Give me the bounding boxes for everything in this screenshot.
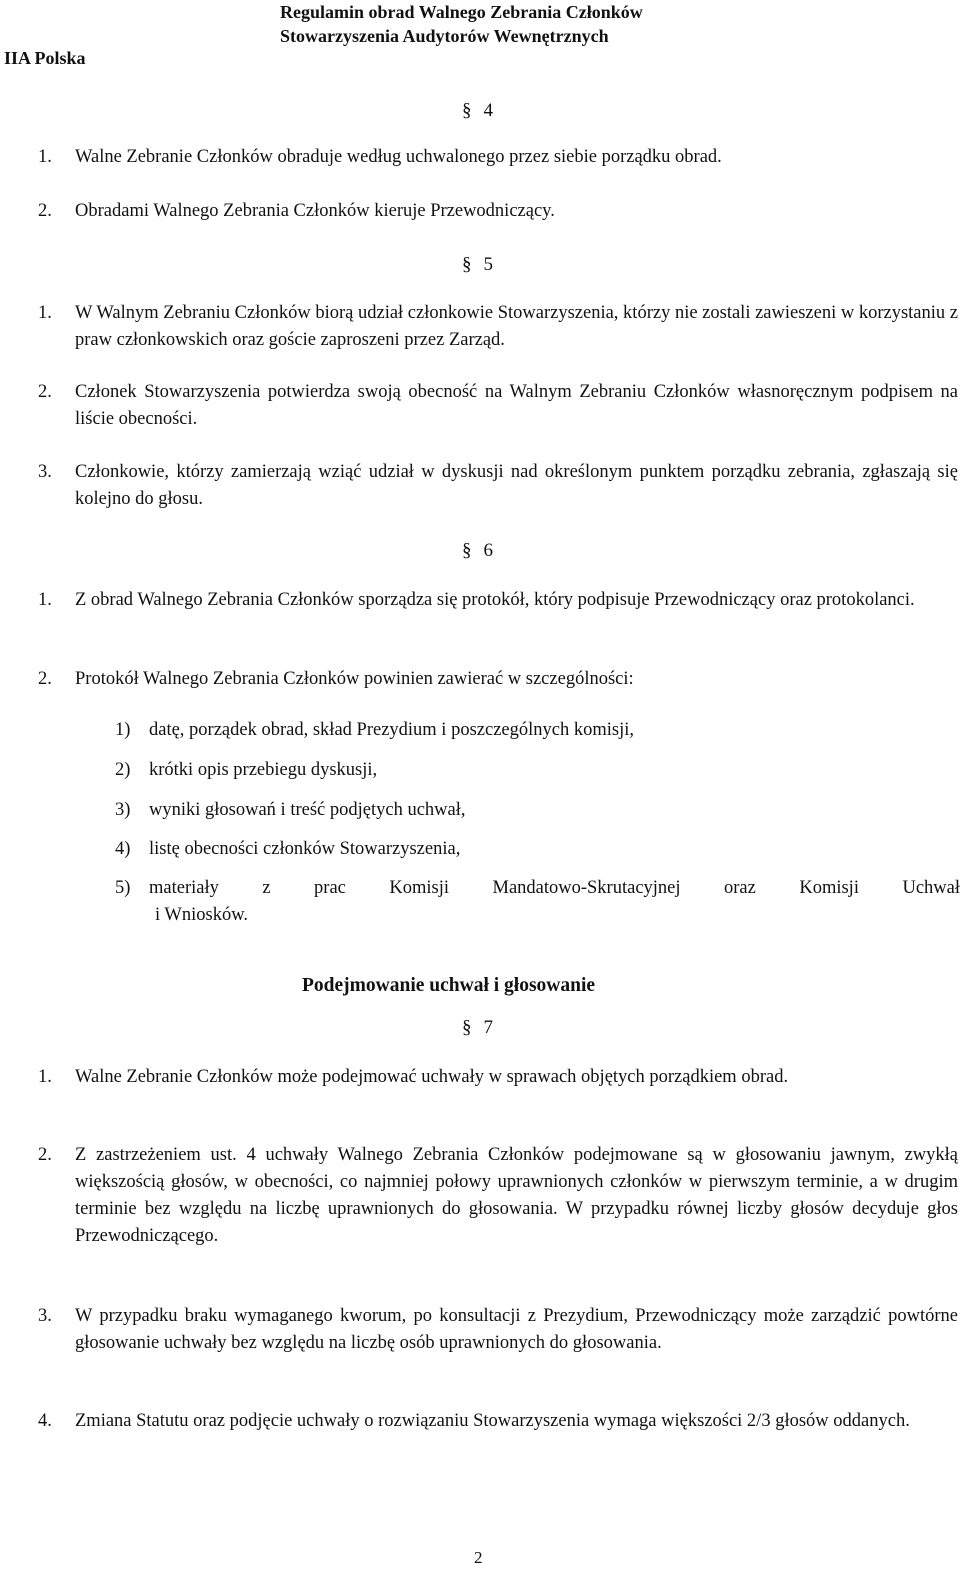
section-symbol: § (462, 254, 472, 275)
section-symbol: § (462, 540, 472, 561)
protocol-subitem-3 (115, 797, 960, 824)
item-number: 2. (38, 1145, 52, 1165)
item-text: W Walnym Zebraniu Członków biorą udział członkowie Stowarzyszenia, którzy nie zostali zawieszeni w korzystaniu z praw członkowskich oraz goście zaproszeni przez Zarząd. (75, 303, 958, 350)
item-text: Członek Stowarzyszenia potwierdza swoją obecność na Walnym Zebraniu Członków własnoręcznym podpisem na liście obecności. (75, 382, 958, 429)
item-number: 1. (38, 1067, 52, 1087)
item-text: W przypadku braku wymaganego kworum, po konsultacji z Prezydium, Przewodniczący może zarządzić powtórne głosowanie uchwały bez względu na liczbę osób uprawnionych do głosowania. (75, 1306, 958, 1353)
section-7-item-1 (38, 1064, 958, 1091)
item-text: Walne Zebranie Członków może podejmować uchwały w sprawach objętych porządkiem obrad. (75, 1067, 789, 1087)
item-number: 1. (38, 590, 52, 610)
subitem-number: 1) (115, 720, 131, 740)
item-text: Obradami Walnego Zebrania Członków kieruje Przewodniczący. (75, 201, 555, 221)
subitem-text: wyniki głosowań i treść podjętych uchwał, (149, 800, 466, 820)
item-number: 2. (38, 669, 52, 689)
section-5-heading (462, 251, 493, 278)
subitem-text-continuation: i Wniosków. (155, 905, 249, 925)
subitem-text: materiały z prac Komisji Mandatowo-Skrutacyjnej oraz Komisji Uchwał (149, 878, 960, 898)
item-number: 1. (38, 147, 52, 167)
section-number: 7 (483, 1017, 493, 1038)
section-heading: Podejmowanie uchwał i głosowanie (302, 975, 596, 996)
section-number: 6 (483, 540, 493, 561)
item-text: Członkowie, którzy zamierzają wziąć udział w dyskusji nad określonym punktem porządku zebrania, zgłaszają się kolejno do głosu. (75, 462, 958, 509)
section-4-item-1 (38, 144, 958, 171)
protocol-subitem-5 (115, 875, 960, 925)
item-text: Zmiana Statutu oraz podjęcie uchwały o rozwiązaniu Stowarzyszenia wymaga większości 2/3 głosów oddanych. (75, 1411, 910, 1431)
organization-name: IIA Polska (4, 48, 86, 68)
subitem-number: 5) (115, 878, 131, 898)
protocol-subitem-4 (115, 836, 960, 863)
section-symbol: § (462, 1017, 472, 1038)
section-5-item-1 (38, 300, 958, 354)
item-number: 2. (38, 382, 52, 402)
section-7-item-4 (38, 1408, 958, 1435)
document-title (280, 0, 700, 48)
item-text: Protokół Walnego Zebrania Członków powinien zawierać w szczególności: (75, 669, 634, 689)
subitem-text: krótki opis przebiegu dyskusji, (149, 760, 378, 780)
section-4-item-2 (38, 198, 958, 225)
item-number: 3. (38, 1306, 52, 1326)
section-5-item-3 (38, 459, 958, 513)
section-7-item-3 (38, 1303, 958, 1357)
item-text: Z zastrzeżeniem ust. 4 uchwały Walnego Zebrania Członków podejmowane są w głosowaniu jawnym, zwykłą większością głosów, w obecności, co najmniej połowy uprawnionych członków w pierwszym terminie, a w drugim terminie bez względu na liczbę uprawnionych do głosowania. W przypadku równej liczby głosów decyduje głos Przewodniczącego. (75, 1145, 958, 1246)
subitem-number: 4) (115, 839, 131, 859)
protocol-subitem-1 (115, 717, 960, 744)
item-number: 1. (38, 303, 52, 323)
item-number: 4. (38, 1411, 52, 1431)
section-7-item-2 (38, 1142, 958, 1250)
item-text: Walne Zebranie Członków obraduje według uchwalonego przez siebie porządku obrad. (75, 147, 722, 167)
document-title-line-2: Stowarzyszenia Audytorów Wewnętrznych (280, 26, 609, 46)
section-7-heading (462, 1014, 493, 1041)
item-number: 2. (38, 201, 52, 221)
subitem-number: 3) (115, 800, 131, 820)
section-4-heading (462, 97, 493, 124)
section-symbol: § (462, 100, 472, 121)
subitem-text: datę, porządek obrad, skład Prezydium i poszczególnych komisji, (149, 720, 634, 740)
document-title-line-1: Regulamin obrad Walnego Zebrania Członków (280, 2, 643, 22)
section-6-item-2 (38, 666, 958, 693)
section-6-heading (462, 537, 493, 564)
item-number: 3. (38, 462, 52, 482)
section-5-item-2 (38, 379, 958, 433)
subitem-number: 2) (115, 760, 131, 780)
section-6-item-1 (38, 587, 958, 614)
item-text: Z obrad Walnego Zebrania Członków sporządza się protokół, który podpisuje Przewodniczący oraz protokolanci. (75, 590, 915, 610)
page-number: 2 (474, 1548, 483, 1567)
section-number: 5 (483, 254, 493, 275)
section-number: 4 (483, 100, 493, 121)
protocol-subitem-2 (115, 757, 960, 784)
subitem-text: listę obecności członków Stowarzyszenia, (149, 839, 461, 859)
